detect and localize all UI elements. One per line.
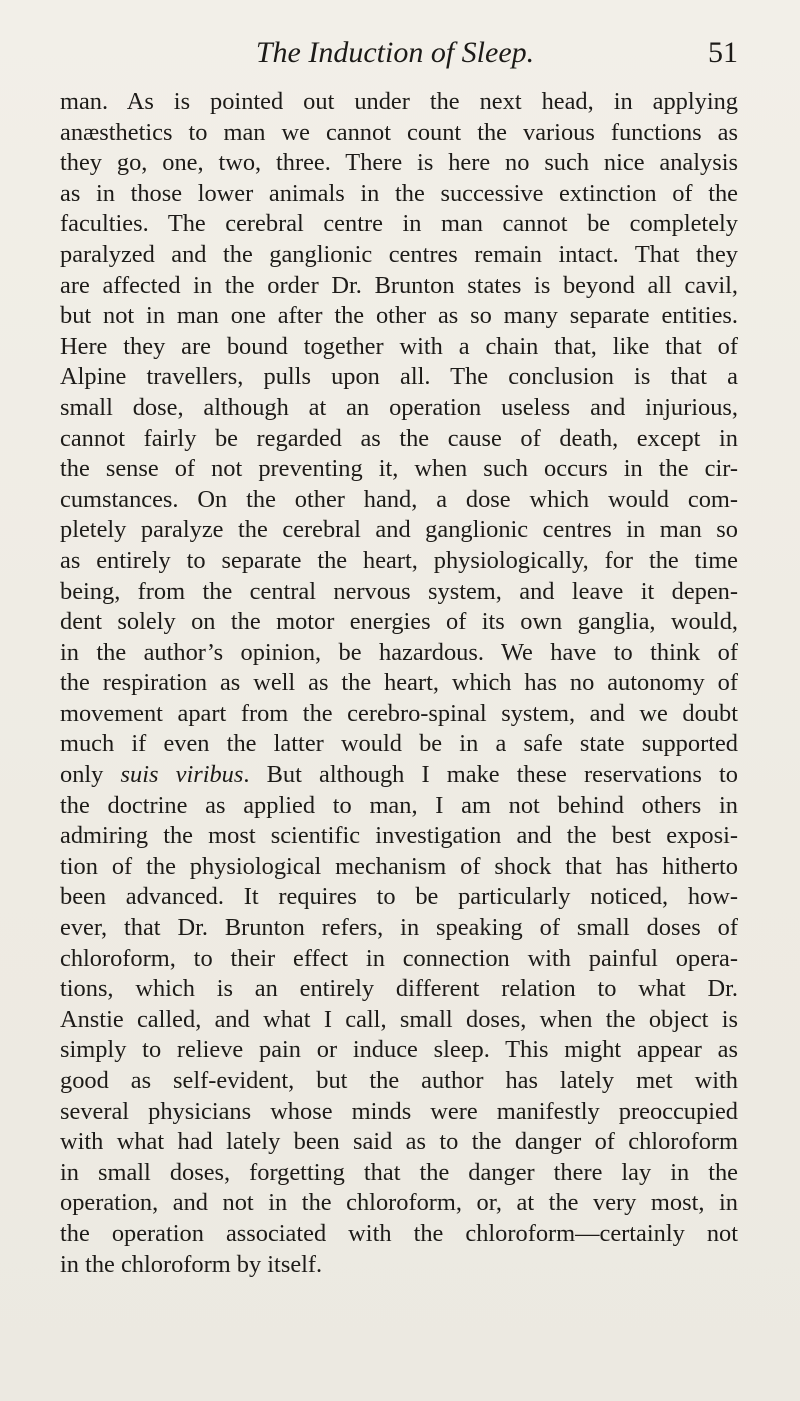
text-line: the sense of not preventing it, when such occurs in the cir- [60, 455, 738, 483]
text-line: cumstances. On the other hand, a dose which would com- [60, 485, 738, 513]
text-line: cannot fairly be regarded as the cause of death, except in [60, 424, 738, 452]
text-line: admiring the most scientific investigation and the best exposi- [60, 822, 738, 850]
text-line: movement apart from the cerebro-spinal system, and we doubt [60, 699, 738, 727]
text-line: good as self-evident, but the author has lately met with [60, 1067, 738, 1094]
body-paragraph [60, 87, 738, 1280]
text-line: as in those lower animals in the successive extinction of the [60, 179, 738, 207]
text-line: the doctrine as applied to man, I am not behind others in [60, 791, 738, 819]
text-line: with what had lately been said as to the danger of chloroform [60, 1128, 738, 1156]
text-line: Alpine travellers, pulls upon all. The conclusion is that a [60, 363, 738, 391]
text-line: the respiration as well as the heart, which has no autonomy of [60, 669, 738, 697]
italic-phrase: suis viribus [120, 761, 244, 789]
text-line: man. As is pointed out under the next head, in applying [60, 88, 738, 115]
running-head [60, 28, 740, 78]
text-line: been advanced. It requires to be particularly noticed, how- [60, 883, 738, 911]
text-segment: . But although I make these reservations to [243, 761, 738, 789]
text-line: ever, that Dr. Brunton refers, in speaking of small doses of [60, 914, 738, 942]
text-line: the operation associated with the chloroform—certainly not [60, 1219, 738, 1247]
text-line: dent solely on the motor energies of its own ganglia, would, [60, 608, 738, 636]
text-line: much if even the latter would be in a safe state supported [60, 730, 738, 758]
text-line: in small doses, forgetting that the danger there lay in the [60, 1158, 738, 1186]
text-line: in the author’s opinion, be hazardous. We have to think of [60, 638, 738, 666]
text-line-final: in the chloroform by itself. [60, 1250, 323, 1278]
running-title: The Induction of Sleep. [255, 36, 535, 69]
text-line-with-italic [60, 760, 738, 791]
text-segment: only [60, 761, 121, 789]
text-line: operation, and not in the chloroform, or, at the very most, in [60, 1189, 738, 1217]
text-line: they go, one, two, three. There is here no such nice analysis [60, 149, 738, 177]
text-line: simply to relieve pain or induce sleep. This might appear as [60, 1036, 738, 1064]
text-line: tion of the physiological mechanism of shock that has hitherto [60, 852, 738, 880]
text-line: small dose, although at an operation useless and injurious, [60, 393, 738, 421]
text-line: are affected in the order Dr. Brunton states is beyond all cavil, [60, 271, 738, 299]
text-line: anæsthetics to man we cannot count the various functions as [60, 118, 738, 146]
page-number: 51 [708, 36, 738, 69]
text-line: chloroform, to their effect in connection with painful opera- [60, 944, 738, 972]
text-line: Anstie called, and what I call, small doses, when the object is [60, 1005, 738, 1033]
text-line: pletely paralyze the cerebral and ganglionic centres in man so [60, 516, 738, 544]
text-line: Here they are bound together with a chain that, like that of [60, 332, 738, 360]
text-line: as entirely to separate the heart, physiologically, for the time [60, 546, 738, 574]
text-line: tions, which is an entirely different relation to what Dr. [60, 975, 738, 1003]
text-line: but not in man one after the other as so many separate entities. [60, 302, 738, 330]
text-line: being, from the central nervous system, and leave it depen- [60, 577, 738, 605]
text-line: paralyzed and the ganglionic centres remain intact. That they [60, 240, 738, 268]
text-line: several physicians whose minds were manifestly preoccupied [60, 1097, 738, 1125]
text-line: faculties. The cerebral centre in man cannot be completely [60, 210, 738, 238]
